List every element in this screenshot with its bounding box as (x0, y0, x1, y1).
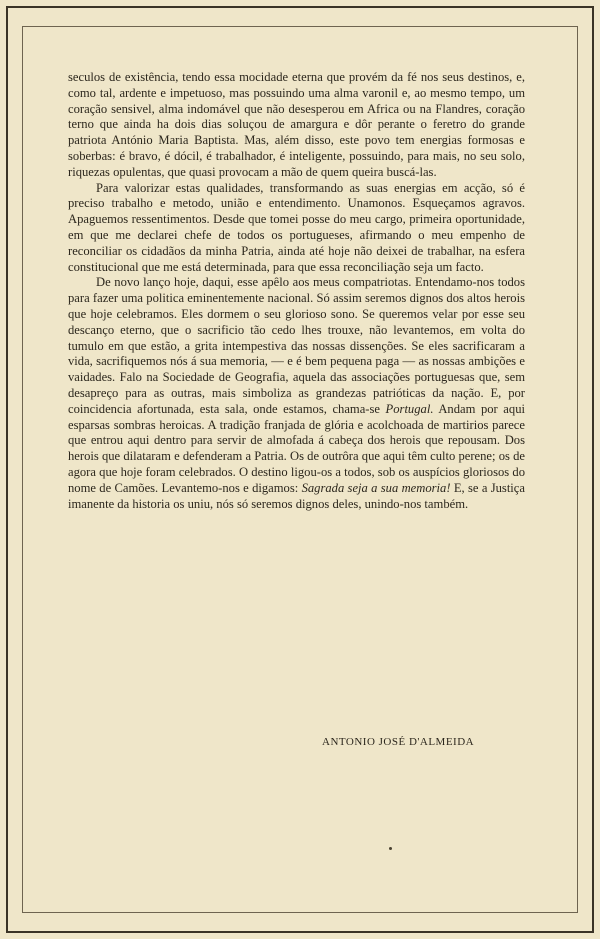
paragraph-3 (68, 275, 525, 512)
paragraph-1: seculos de existência, tendo essa mocidade eterna que provém da fé nos seus destinos, e, como tal, ardente e impetuoso, mas possuindo uma alma varonil e, ao mesmo tempo, um coração sensivel, alma indomável que não desesperou em Africa ou na Flandres, coração terno que ainda ha dois dias soluçou de amargura e dôr perante o feretro do grande patriota António Maria Baptista. Mas, além disso, este povo tem energias formosas e soberbas: é bravo, é dócil, é trabalhador, é inteligente, possuindo, para mais, no seu solo, riquezas opulentas, que quasi provocam a mão de quem queira buscá-las. (68, 70, 525, 179)
emphasis-portugal: Portugal. (385, 401, 434, 416)
paragraph-3-part-1: De novo lanço hoje, daqui, esse apêlo aos meus compatriotas. Entendamo-nos todos para fazer uma politica eminentemente nacional. Só assim seremos dignos dos altos herois que hoje celebramos. Eles dormem o seu glorioso sono. Se queremos velar por esse seu descanço eterno, que o sacrificio tão cedo lhes trouxe, não levantemos, em volta do tumulo em que estão, a grita intempestiva das nossas dissenções. Se eles sacrificaram a vida, sacrifiquemos nós á sua memoria, — e é bem pequena paga — as nossas ambições e vaidades. Falo na Sociedade de Geografia, aquela das associações portuguesas que, sem desapreço para as outras, mais simboliza as grandezas patrióticas da nação. E, por coincidencia afortunada, esta sala, onde estamos, chama-se (68, 275, 525, 416)
body-text (68, 70, 525, 512)
paragraph-3-part-3: E, se a Justiça imanente da historia os uniu, nós só seremos dignos deles, unindo-nos também. (68, 480, 525, 511)
emphasis-sagrada: Sagrada seja a sua memoria! (301, 480, 451, 495)
ornament-dot (389, 847, 392, 850)
paragraph-2: Para valorizar estas qualidades, transformando as suas energias em acção, só é preciso trabalho e metodo, união e entendimento. Unamonos. Esqueçamos agravos. Apaguemos ressentimentos. Desde que tomei posse do meu cargo, primeira oportunidade, em que me declarei chefe de todos os portugueses, afirmando o meu empenho de reconciliar os cidadãos da minha Patria, ainda até hoje não deixei de trabalhar, na esfera constitucional que me está determinada, para que essa reconciliação seja um facto. (68, 180, 525, 274)
signature: ANTONIO JOSÉ D'ALMEIDA (322, 736, 475, 748)
paragraph-3-part-2: Andam por aqui esparsas sombras heroicas. A tradição franjada de glória e acolchoada de martirios parece que entrou aqui dentro para servir de almofada á cabeça dos herois que repousam. Dos herois que dilataram e defenderam a Patria. Os de outrôra que aqui têm culto perene; os de agora que hoje foram celebrados. O destino ligou-os a todos, sob os auspícios gloriosos do nome de Camões. Levantemo-nos e digamos: (68, 401, 525, 495)
